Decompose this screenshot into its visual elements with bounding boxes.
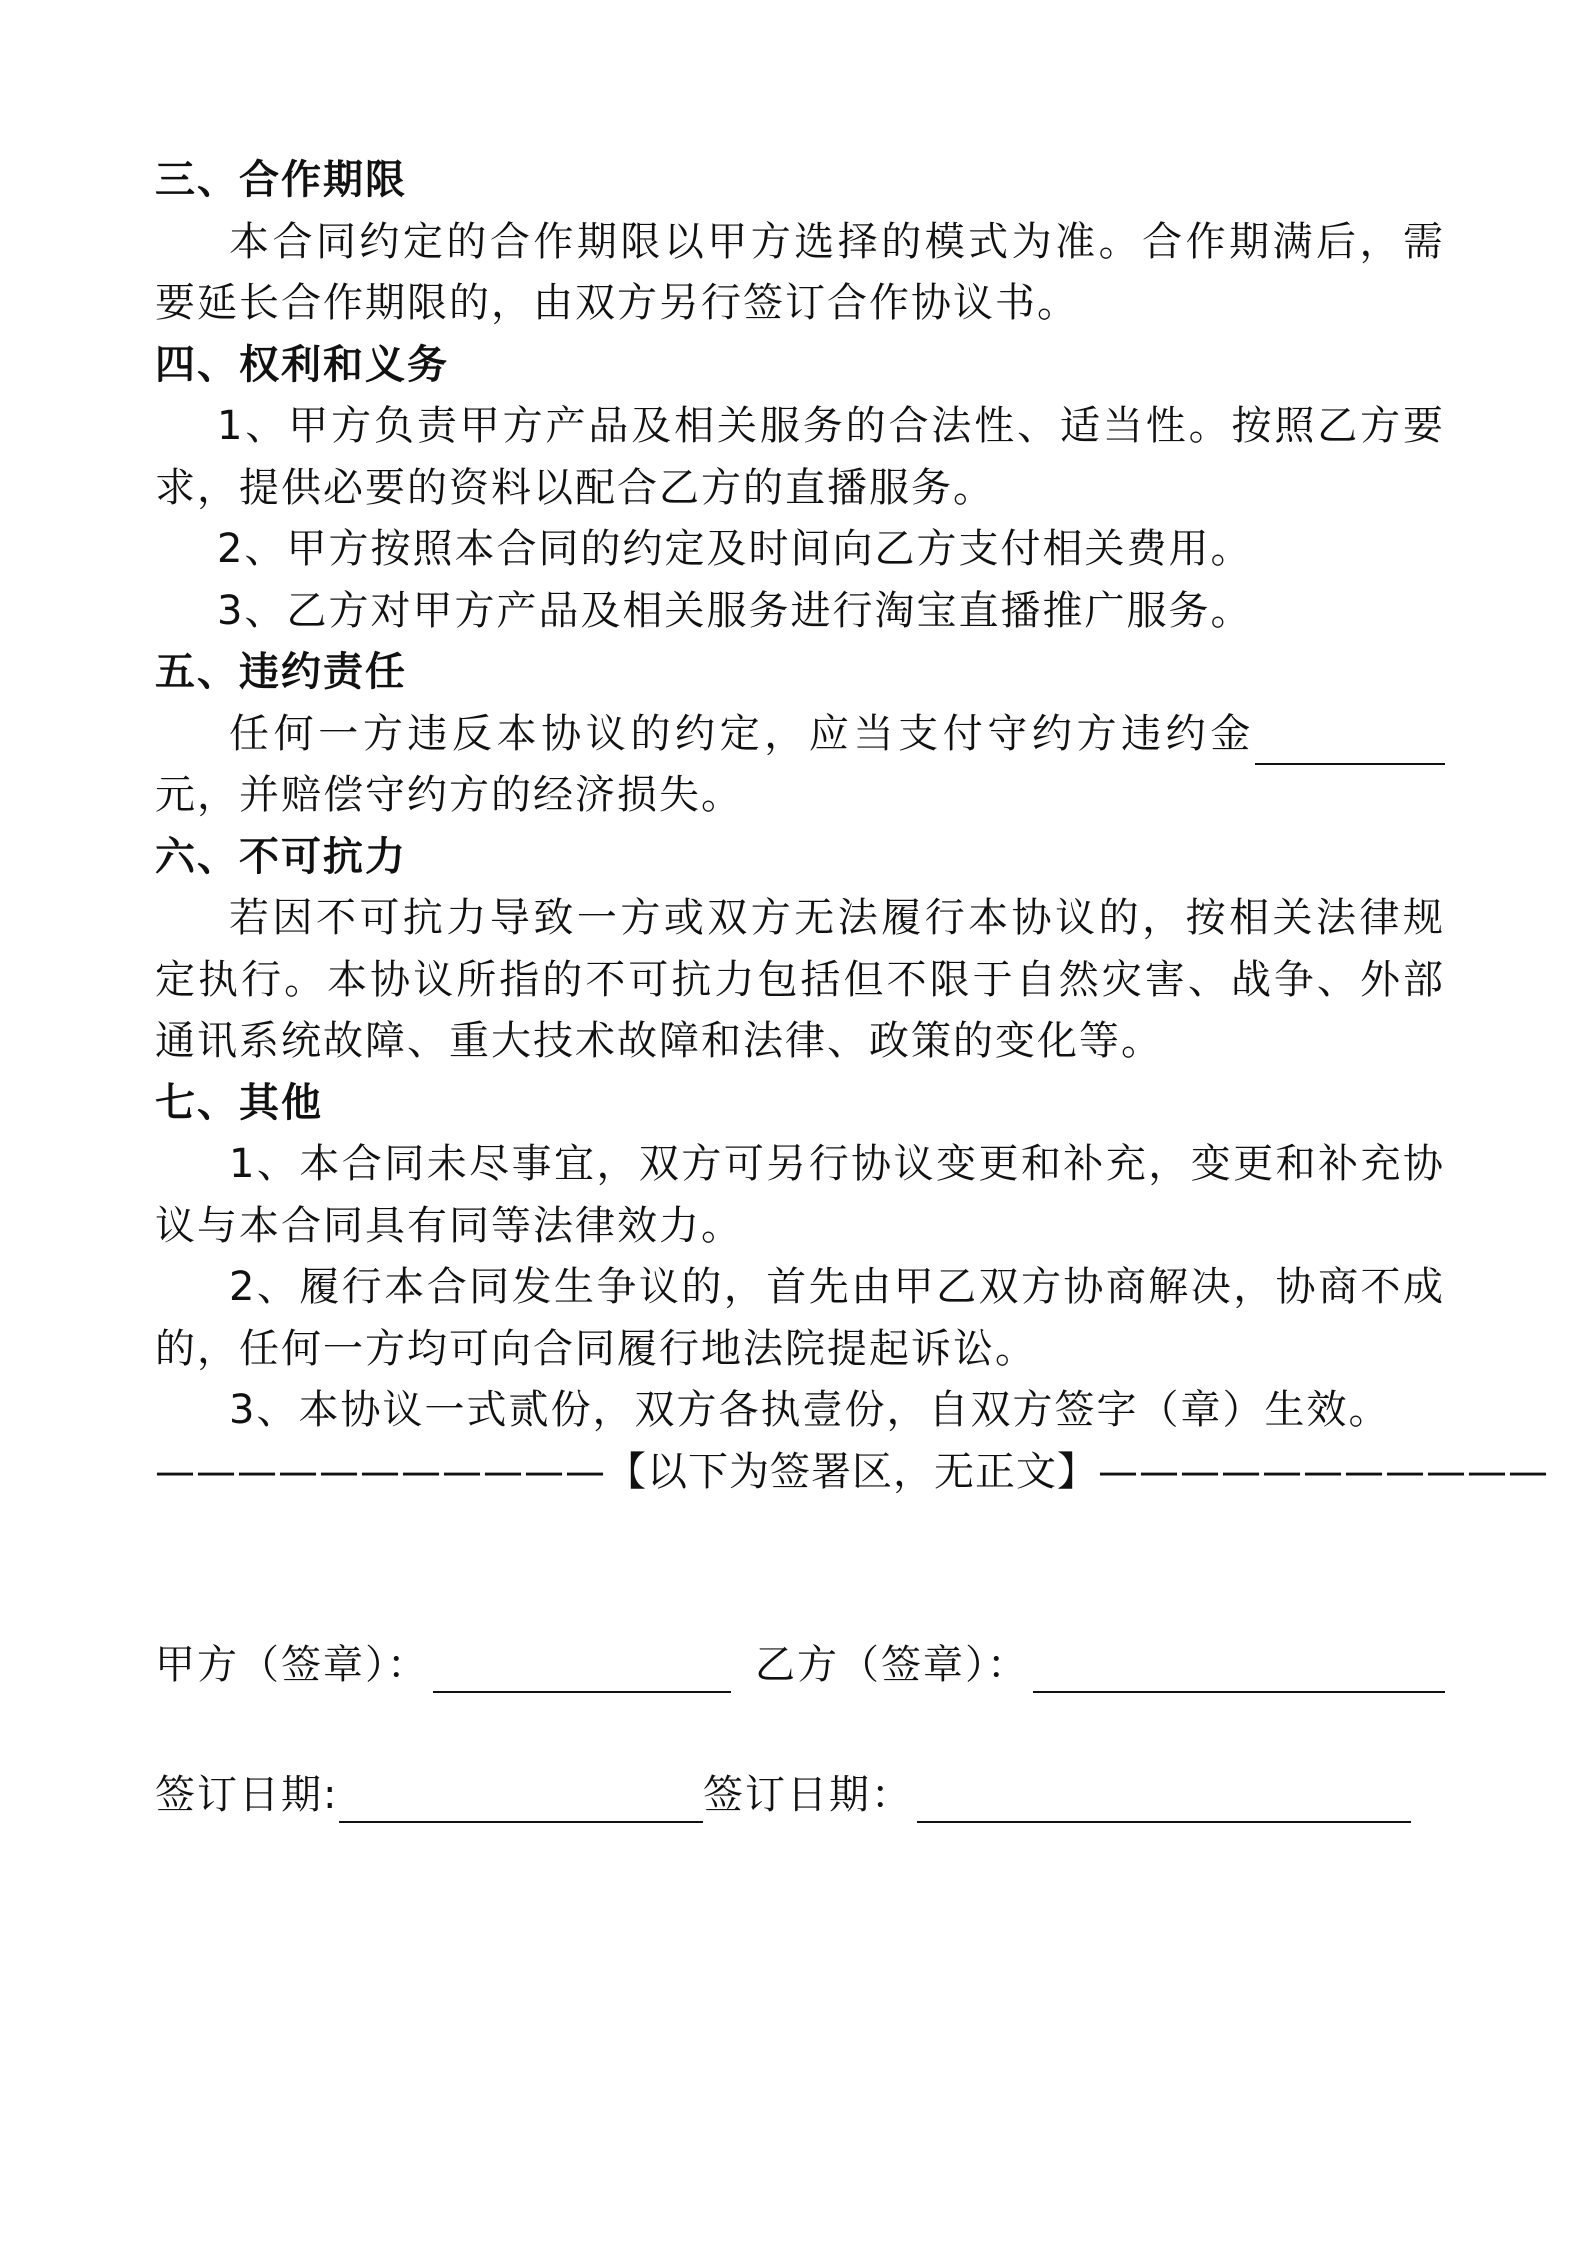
section-heading-rights: 四、权利和义务	[155, 341, 449, 388]
party-a-signature-field[interactable]	[433, 1691, 731, 1693]
other-item-3: 3、本协议一式贰份，双方各执壹份，自双方签字（章）生效。	[229, 1387, 1391, 1433]
party-a-date-label: 签订日期:	[155, 1772, 339, 1818]
rights-item-2: 2、甲方按照本合同的约定及时间向乙方支付相关费用。	[217, 526, 1253, 572]
party-b-date-field[interactable]	[917, 1821, 1411, 1823]
signature-row	[155, 1635, 1455, 1695]
breach-paragraph	[155, 704, 1445, 827]
party-a-date-field[interactable]	[339, 1821, 703, 1823]
term-paragraph: 本合同约定的合作期限以甲方选择的模式为准。合作期满后，需要延长合作期限的，由双方另行签订合作协议书。	[155, 218, 1445, 326]
party-b-date-label: 签订日期：	[703, 1772, 913, 1818]
rights-item-3: 3、乙方对甲方产品及相关服务进行淘宝直播推广服务。	[217, 587, 1253, 634]
other-item-1: 1、本合同未尽事宜，双方可另行协议变更和补充，变更和补充协议与本合同具有同等法律效力。	[155, 1141, 1445, 1249]
signature-divider: ———————————【以下为签署区，无正文】———————————	[155, 1448, 1549, 1495]
breach-text-before: 任何一方违反本协议的约定，应当支付守约方违约金	[229, 710, 1255, 757]
section-heading-other: 七、其他	[155, 1079, 323, 1126]
other-item-2: 2、履行本合同发生争议的，首先由甲乙双方协商解决，协商不成的，任何一方均可向合同履行地法院提起诉讼。	[155, 1264, 1445, 1372]
date-row	[155, 1765, 1455, 1825]
party-b-signature-field[interactable]	[1033, 1691, 1445, 1693]
contract-page	[155, 150, 1549, 1503]
penalty-amount-blank[interactable]	[1255, 723, 1445, 765]
breach-text-after: 元，并赔偿守约方的经济损失。	[155, 772, 743, 818]
party-b-signature-label: 乙方（签章）：	[755, 1642, 1029, 1688]
party-a-signature-label: 甲方（签章）：	[155, 1642, 429, 1688]
force-majeure-paragraph: 若因不可抗力导致一方或双方无法履行本协议的，按相关法律规定执行。本协议所指的不可抗力包括但不限于自然灾害、战争、外部通讯系统故障、重大技术故障和法律、政策的变化等。	[155, 895, 1445, 1064]
section-heading-breach: 五、违约责任	[155, 649, 407, 695]
section-heading-force-majeure: 六、不可抗力	[155, 833, 407, 880]
section-heading-term: 三、合作期限	[155, 157, 407, 203]
rights-item-1: 1、甲方负责甲方产品及相关服务的合法性、适当性。按照乙方要求，提供必要的资料以配合乙方的直播服务。	[155, 403, 1445, 511]
